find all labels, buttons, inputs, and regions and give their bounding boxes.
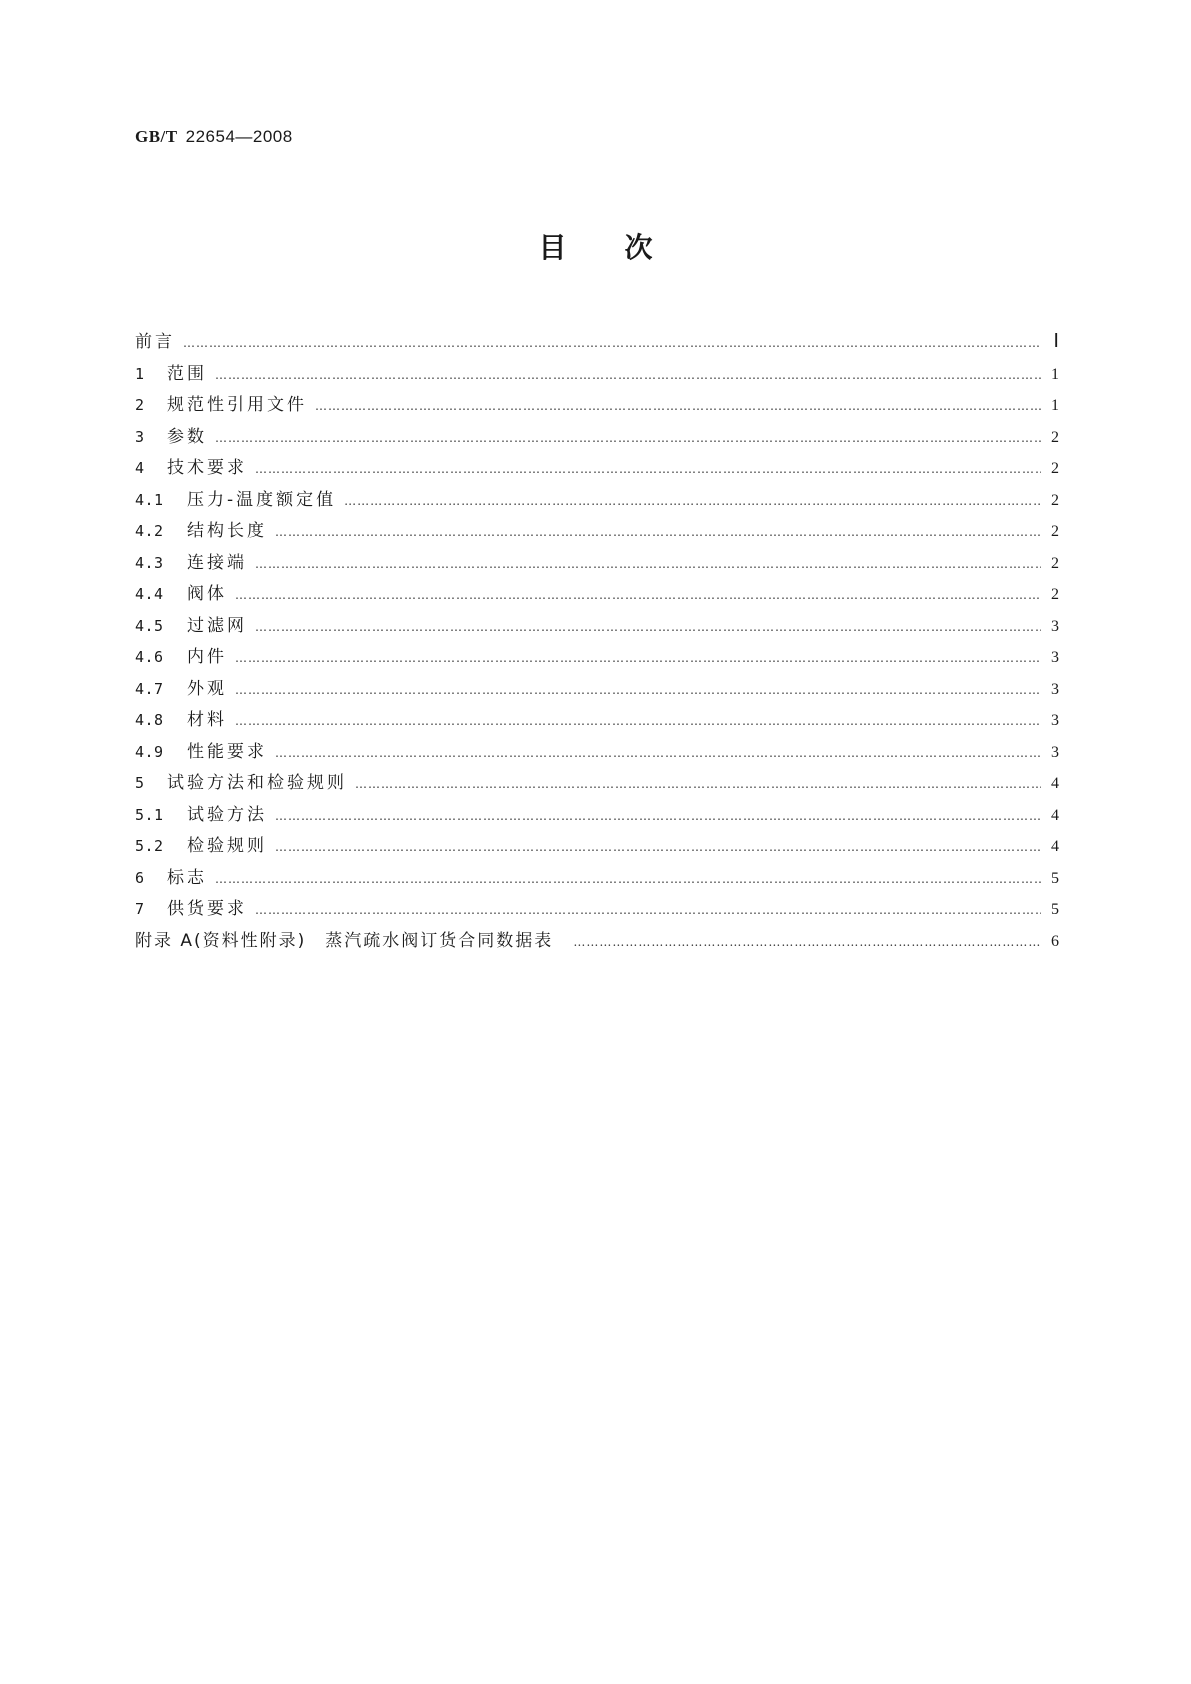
- toc-entry[interactable]: [135, 894, 1059, 926]
- standard-prefix: GB/T: [135, 127, 178, 146]
- dot-leader: [275, 809, 1041, 823]
- toc-entry[interactable]: [135, 674, 1059, 706]
- toc-entry-page: 2: [1051, 428, 1059, 446]
- dot-leader: [255, 462, 1041, 476]
- toc-entry-number: 4: [135, 459, 145, 477]
- toc-entry-page: 2: [1051, 460, 1059, 477]
- dot-leader: [275, 746, 1041, 760]
- dot-leader: [183, 336, 1041, 350]
- toc-title-char-1: 目: [538, 231, 567, 264]
- toc-entry-appendix-a[interactable]: [135, 926, 1059, 958]
- toc-entry-label: 标志: [167, 867, 207, 888]
- toc-entry-label: 压力-温度额定值: [187, 489, 337, 510]
- toc-entry[interactable]: [135, 800, 1059, 832]
- toc-entry[interactable]: [135, 705, 1059, 737]
- dot-leader: [215, 872, 1041, 886]
- toc-entry[interactable]: [135, 768, 1059, 800]
- toc-entry-label: 性能要求: [187, 741, 267, 762]
- dot-leader: [235, 651, 1041, 665]
- dot-leader: [255, 903, 1041, 917]
- toc-entry-number: 6: [135, 868, 145, 887]
- toc-entry-label: 参数: [167, 426, 207, 447]
- toc-entry[interactable]: [135, 422, 1059, 454]
- toc-entry[interactable]: [135, 611, 1059, 643]
- toc-title-char-2: 次: [624, 231, 653, 264]
- dot-leader: [235, 683, 1041, 697]
- toc-entry-page: 5: [1051, 869, 1059, 887]
- dot-leader: [235, 588, 1041, 602]
- toc-entry-number: 4.9: [135, 742, 164, 761]
- toc-entry-page: 2: [1051, 554, 1059, 572]
- toc-entry-number: 7: [135, 900, 145, 918]
- toc-entry-page: 3: [1051, 649, 1059, 666]
- toc-entry-label: 范围: [167, 363, 207, 384]
- toc-entry-label: 连接端: [187, 552, 247, 573]
- toc-entry-label: 阀体: [187, 584, 227, 604]
- toc-entry-number: 4.3: [135, 553, 164, 572]
- toc-entry-page: 1: [1051, 365, 1059, 383]
- toc-entry[interactable]: [135, 831, 1059, 863]
- toc-entry-number: 5: [135, 774, 145, 792]
- toc-entry-number: 4.6: [135, 648, 164, 666]
- toc-entry-label: 附录 A(资料性附录) 蒸汽疏水阀订货合同数据表: [135, 930, 554, 951]
- toc-entry-label: 内件: [187, 647, 227, 667]
- toc-entry-number: 3: [135, 427, 145, 446]
- toc-entry-page: 4: [1051, 806, 1059, 824]
- toc-entry-page: 1: [1051, 397, 1059, 414]
- toc-entry-page: 2: [1051, 491, 1059, 509]
- toc-entry[interactable]: [135, 359, 1059, 391]
- toc-entry[interactable]: [135, 485, 1059, 517]
- toc-entry-label: 技术要求: [167, 458, 247, 478]
- toc-entry-page: 2: [1051, 523, 1059, 540]
- toc-entry-label: 过滤网: [187, 615, 247, 636]
- toc-entry-page: Ⅰ: [1053, 331, 1059, 352]
- dot-leader: [215, 368, 1041, 382]
- toc-entry-page: 2: [1051, 586, 1059, 603]
- toc-entry-page: 5: [1051, 901, 1059, 918]
- toc-entry-label: 检验规则: [187, 836, 267, 856]
- toc-entry-label: 试验方法: [187, 804, 267, 825]
- toc-entry-number: 5.1: [135, 805, 164, 824]
- toc-entry-label: 材料: [187, 710, 227, 730]
- toc-entry[interactable]: [135, 516, 1059, 548]
- toc-entry-page: 4: [1051, 838, 1059, 855]
- toc-entry-number: 4.4: [135, 585, 164, 603]
- toc-entry[interactable]: [135, 642, 1059, 674]
- toc-entry-page: 6: [1051, 932, 1059, 950]
- toc-entry-label: 规范性引用文件: [167, 395, 307, 415]
- toc-entry-page: 4: [1051, 775, 1059, 792]
- toc-entry[interactable]: [135, 548, 1059, 580]
- toc-entry-number: 4.2: [135, 522, 164, 540]
- toc-entry-label: 前言: [135, 332, 175, 352]
- toc-entry-label: 试验方法和检验规则: [167, 773, 347, 793]
- toc-entry[interactable]: [135, 453, 1059, 485]
- toc-entry[interactable]: [135, 863, 1059, 895]
- toc-entry-page: 3: [1051, 712, 1059, 729]
- dot-leader: [235, 714, 1041, 728]
- toc-entry[interactable]: [135, 390, 1059, 422]
- toc-entry-label: 结构长度: [187, 521, 267, 541]
- toc-entry[interactable]: [135, 737, 1059, 769]
- toc-entry-number: 5.2: [135, 837, 164, 855]
- dot-leader: [355, 777, 1041, 791]
- dot-leader: [215, 431, 1041, 445]
- toc-entry-foreword[interactable]: [135, 327, 1059, 359]
- toc-entry-number: 2: [135, 396, 145, 414]
- toc-entry-number: 4.7: [135, 679, 164, 698]
- toc-entry-number: 1: [135, 364, 145, 383]
- dot-leader: [255, 557, 1041, 571]
- dot-leader: [344, 494, 1041, 508]
- toc-entry-number: 4.1: [135, 490, 164, 509]
- toc-entry-page: 3: [1051, 617, 1059, 635]
- table-of-contents: [135, 327, 1059, 957]
- dot-leader: [573, 935, 1041, 949]
- standard-number: 22654—2008: [185, 127, 293, 146]
- toc-entry-page: 3: [1051, 743, 1059, 761]
- toc-entry-label: 外观: [187, 678, 227, 699]
- dot-leader: [275, 525, 1041, 539]
- dot-leader: [315, 399, 1041, 413]
- toc-title: [0, 226, 1191, 266]
- toc-entry-label: 供货要求: [167, 899, 247, 919]
- toc-entry-page: 3: [1051, 680, 1059, 698]
- standard-code: [135, 127, 293, 147]
- toc-entry[interactable]: [135, 579, 1059, 611]
- dot-leader: [275, 840, 1041, 854]
- dot-leader: [255, 620, 1041, 634]
- toc-entry-number: 4.5: [135, 616, 164, 635]
- toc-entry-number: 4.8: [135, 711, 164, 729]
